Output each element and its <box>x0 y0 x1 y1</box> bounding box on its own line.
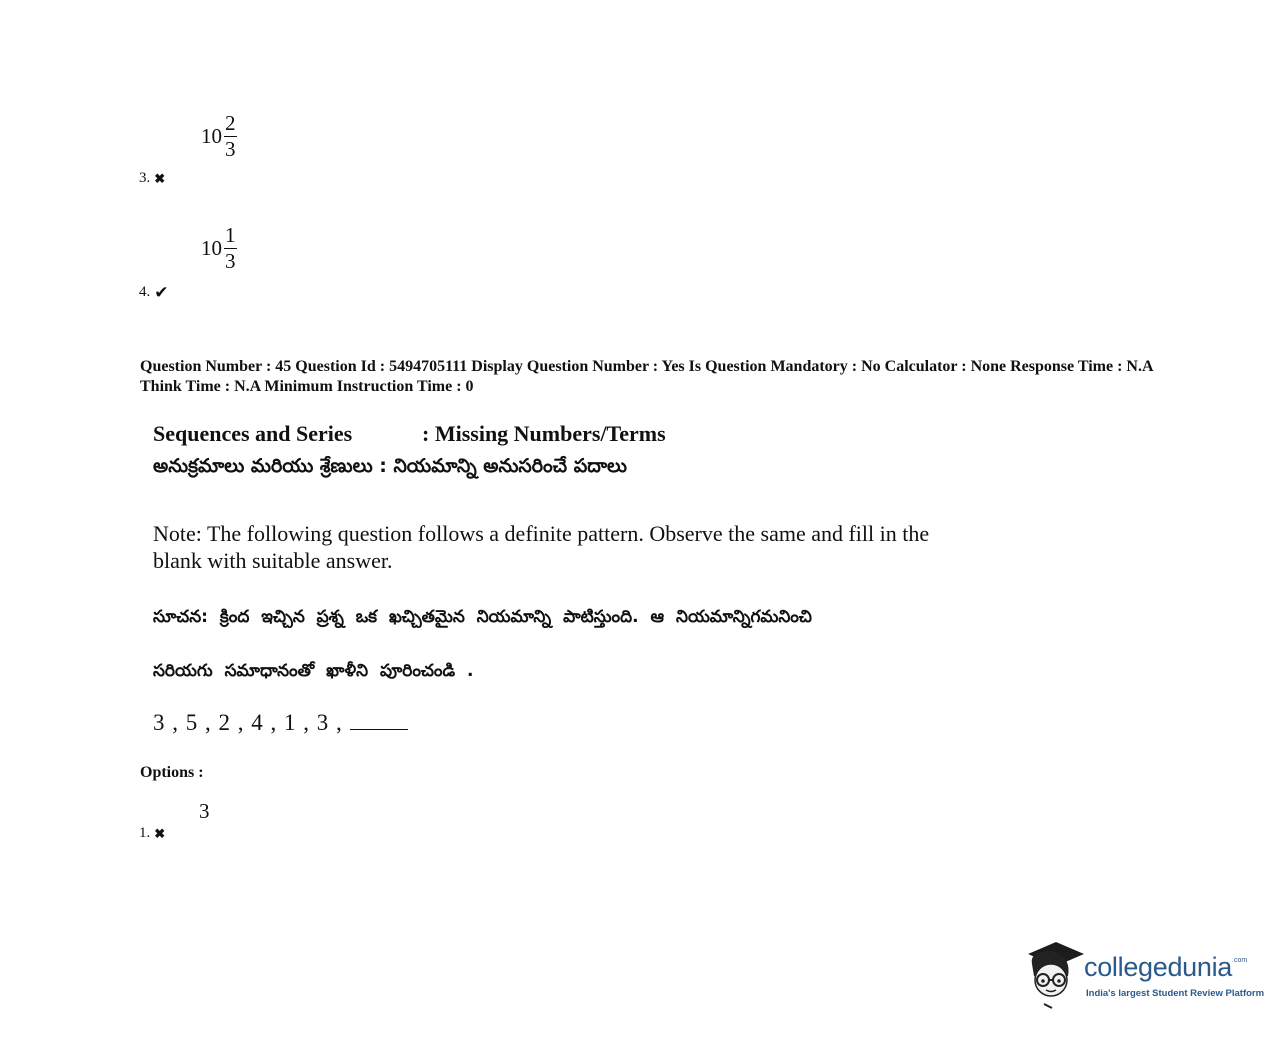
cross-icon: ✖ <box>154 171 166 186</box>
fraction-whole: 10 <box>201 124 222 148</box>
cross-icon: ✖ <box>154 826 166 841</box>
option-3-fraction <box>201 113 237 160</box>
option-number: 1. <box>139 825 151 841</box>
note-telugu-line1: సూచన: క్రింద ఇచ్చిన ప్రశ్న ఒక ఖచ్చితమైన నియమాన్ని పాటిస్తుంది. ఆ నియమాన్నిగమనించి <box>153 607 812 627</box>
fraction-denominator: 3 <box>225 137 236 161</box>
series-values: 3 , 5 , 2 , 4 , 1 , 3 , <box>153 710 343 735</box>
topic-telugu: అనుక్రమాలు మరియు శ్రేణులు : నియమాన్ని అనుసరించే పదాలు <box>153 455 628 477</box>
options-label: Options : <box>140 764 204 781</box>
number-series <box>153 710 408 736</box>
fraction <box>224 225 237 272</box>
question-meta: Question Number : 45 Question Id : 5494705111 Display Question Number : Yes Is Question Mandatory : No Calculator : None Response Time : N.A Think Time : N.A Minimum Instruction Time : 0 <box>140 358 1153 395</box>
fraction <box>224 113 237 160</box>
option-1-value: 3 <box>199 799 210 823</box>
option-4-fraction <box>201 225 237 272</box>
collegedunia-logo <box>1024 940 1265 1010</box>
fraction-numerator: 1 <box>225 223 236 247</box>
option-1-label <box>139 825 165 842</box>
option-4-label <box>139 284 169 301</box>
note-english: Note: The following question follows a definite pattern. Observe the same and fill in the blank with suitable answer. <box>153 521 930 573</box>
fraction-numerator: 2 <box>225 111 236 135</box>
note-telugu-line2: సరియగు సమాధానంతో ఖాళీని పూరించండి . <box>153 661 474 681</box>
logo-wordmark <box>1084 952 1247 983</box>
topic-english-right: : Missing Numbers/Terms <box>422 421 666 446</box>
fraction-whole: 10 <box>201 236 222 260</box>
check-icon: ✔ <box>154 283 169 302</box>
option-number: 4. <box>139 284 151 300</box>
fraction-denominator: 3 <box>225 249 236 273</box>
logo-tagline: India's largest Student Review Platform <box>1086 988 1265 999</box>
option-number: 3. <box>139 170 151 186</box>
logo-name: collegedunia <box>1084 952 1233 982</box>
logo-suffix: .com <box>1232 957 1248 964</box>
option-3-label <box>139 170 165 187</box>
topic-english-left: Sequences and Series <box>153 421 353 446</box>
answer-blank <box>350 711 408 730</box>
mascot-icon <box>1024 940 1086 1010</box>
